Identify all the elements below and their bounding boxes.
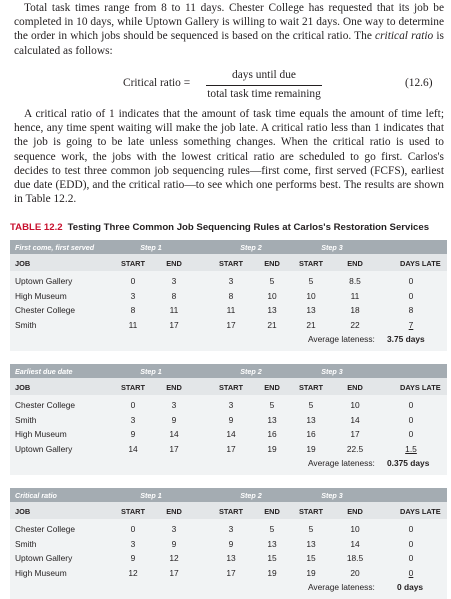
end-value: 11 <box>169 305 179 315</box>
table-title: Testing Three Common Job Sequencing Rules at Carlos's Restoration Services <box>67 222 430 233</box>
step-label: Step 2 <box>240 491 262 500</box>
column-header-start: START <box>120 383 146 392</box>
start-value: 13 <box>306 305 316 315</box>
step-label: Step 1 <box>140 491 162 500</box>
table-row <box>10 538 447 552</box>
start-value: 8 <box>228 290 234 301</box>
step-label: Step 3 <box>321 367 343 376</box>
column-header-start: START <box>218 383 244 392</box>
days-late-value: 0 <box>408 400 414 410</box>
start-value: 5 <box>308 400 314 410</box>
start-value: 9 <box>228 414 234 425</box>
table-row <box>10 552 447 566</box>
table-body <box>10 395 447 475</box>
table-body <box>10 271 447 351</box>
rule-name: Critical ratio <box>15 491 57 500</box>
end-value: 17 <box>169 567 179 578</box>
end-value: 14 <box>350 538 360 549</box>
start-value: 16 <box>306 429 316 439</box>
days-late-value: 0 <box>408 538 414 549</box>
column-header-days-late: DAYS LATE <box>400 259 441 268</box>
column-header-end: END <box>166 507 182 516</box>
start-value: 19 <box>306 567 316 578</box>
column-header-start: START <box>298 259 324 268</box>
table-row <box>10 275 447 289</box>
start-value: 0 <box>130 524 136 534</box>
end-value: 5 <box>269 400 275 410</box>
end-value: 12 <box>169 553 179 563</box>
column-header-row <box>10 254 447 271</box>
average-lateness-label: Average lateness: <box>308 334 375 344</box>
average-lateness-value: 0 days <box>397 582 424 592</box>
end-value: 21 <box>267 319 277 330</box>
start-value: 14 <box>226 429 236 439</box>
rule-header <box>10 488 447 502</box>
rule-section <box>10 364 447 475</box>
start-value: 3 <box>130 414 136 425</box>
column-header-start: START <box>218 259 244 268</box>
column-header-start: START <box>298 383 324 392</box>
column-header-end: END <box>347 507 363 516</box>
job-name: Chester College <box>15 400 76 410</box>
start-value: 21 <box>306 319 316 330</box>
end-value: 3 <box>171 400 177 410</box>
end-value: 13 <box>267 305 277 315</box>
rule-section <box>10 488 447 599</box>
table-body <box>10 519 447 599</box>
column-header-start: START <box>120 507 146 516</box>
column-header-start: START <box>218 507 244 516</box>
end-value: 20 <box>350 567 360 578</box>
start-value: 3 <box>130 538 136 549</box>
end-value: 22.5 <box>346 443 364 454</box>
table-row <box>10 567 447 581</box>
table-caption <box>10 222 429 233</box>
job-name: High Museum <box>15 429 67 439</box>
end-value: 17 <box>169 319 179 330</box>
end-value: 22 <box>350 319 360 330</box>
end-value: 18.5 <box>346 553 364 563</box>
column-header-days-late: DAYS LATE <box>400 383 441 392</box>
step-label: Step 3 <box>321 491 343 500</box>
end-value: 10 <box>350 400 360 410</box>
intro-paragraph <box>14 1 444 58</box>
start-value: 14 <box>128 443 138 454</box>
end-value: 8.5 <box>349 276 361 286</box>
step-label: Step 1 <box>140 243 162 252</box>
job-name: Uptown Gallery <box>15 443 73 454</box>
column-header-end: END <box>347 259 363 268</box>
end-value: 18 <box>350 305 360 315</box>
intro-text-end: is calculated as follows: <box>14 30 444 57</box>
start-value: 17 <box>226 319 236 330</box>
end-value: 5 <box>269 276 275 286</box>
start-value: 13 <box>226 553 236 563</box>
start-value: 5 <box>308 276 314 286</box>
end-value: 9 <box>171 538 177 549</box>
body-paragraph: A critical ratio of 1 indicates that the amount of task time equals the amount of time left; hence, any time spent waiting will make the job late. A critical ratio less than 1 indicates that the job is going to be late unless something changes. When the critical ratio is used to sequence work, the jobs with the lowest critical ratio are scheduled to go first. Carlos's decides to test three common job sequencing rules—first come, first served (FCFS), earliest due date (EDD), and the critical ratio—to see which one performs best. The results are shown in Table 12.2. <box>14 108 444 206</box>
start-value: 15 <box>306 553 316 563</box>
start-value: 3 <box>228 400 234 410</box>
rule-name: First come, first served <box>15 243 95 252</box>
average-lateness-value: 3.75 days <box>387 334 425 344</box>
days-late-value: 0 <box>408 429 414 439</box>
days-late-value: 1.5 <box>405 443 417 454</box>
job-name: Chester College <box>15 524 76 534</box>
table-row <box>10 443 447 457</box>
column-header-job: JOB <box>15 383 31 392</box>
end-value: 13 <box>267 538 277 549</box>
table-row <box>10 523 447 537</box>
average-lateness-label: Average lateness: <box>308 582 375 592</box>
column-header-row <box>10 378 447 395</box>
start-value: 17 <box>226 567 236 578</box>
start-value: 9 <box>130 553 136 563</box>
column-header-end: END <box>264 383 280 392</box>
end-value: 11 <box>350 290 360 301</box>
start-value: 9 <box>130 429 136 439</box>
start-value: 5 <box>308 524 314 534</box>
column-header-end: END <box>347 383 363 392</box>
job-name: Chester College <box>15 305 76 315</box>
start-value: 3 <box>130 290 136 301</box>
start-value: 11 <box>226 305 236 315</box>
table-row <box>10 290 447 304</box>
job-name: High Museum <box>15 290 67 301</box>
start-value: 3 <box>228 524 234 534</box>
equation-label: Critical ratio = <box>123 77 191 89</box>
intro-text: Total task times range from 8 to 11 days. Chester College has requested that its job be completed in 10 days, while Uptown Gallery is willing to wait 21 days. One way to determine the order in which jobs should be sequenced is based on the critical ratio. The <box>14 2 444 43</box>
step-label: Step 2 <box>240 243 262 252</box>
column-header-end: END <box>166 383 182 392</box>
end-value: 5 <box>269 524 275 534</box>
job-name: High Museum <box>15 567 67 578</box>
step-label: Step 2 <box>240 367 262 376</box>
days-late-value: 0 <box>408 414 414 425</box>
column-header-end: END <box>264 507 280 516</box>
days-late-value: 0 <box>408 290 414 301</box>
end-value: 10 <box>267 290 277 301</box>
start-value: 13 <box>306 538 316 549</box>
end-value: 16 <box>267 429 277 439</box>
critical-ratio-equation <box>0 67 451 101</box>
end-value: 14 <box>169 429 179 439</box>
start-value: 10 <box>306 290 316 301</box>
end-value: 13 <box>267 414 277 425</box>
end-value: 3 <box>171 524 177 534</box>
equation-number: (12.6) <box>405 77 433 89</box>
equation-denominator: total task time remaining <box>207 88 321 100</box>
start-value: 13 <box>306 414 316 425</box>
column-header-days-late: DAYS LATE <box>400 507 441 516</box>
column-header-row <box>10 502 447 519</box>
start-value: 0 <box>130 400 136 410</box>
table-row <box>10 304 447 318</box>
start-value: 8 <box>130 305 136 315</box>
start-value: 19 <box>306 443 316 454</box>
end-value: 15 <box>267 553 277 563</box>
table-number: TABLE 12.2 <box>10 222 63 233</box>
job-name: Smith <box>15 414 37 425</box>
start-value: 11 <box>128 319 138 330</box>
start-value: 0 <box>130 276 136 286</box>
rule-section <box>10 240 447 351</box>
end-value: 19 <box>267 567 277 578</box>
start-value: 3 <box>228 276 234 286</box>
column-header-job: JOB <box>15 507 31 516</box>
end-value: 10 <box>350 524 360 534</box>
equation-fraction <box>206 69 322 100</box>
days-late-value: 0 <box>408 567 414 578</box>
rule-name: Earliest due date <box>15 367 73 376</box>
start-value: 12 <box>128 567 138 578</box>
intro-italic-term: critical ratio <box>375 30 434 43</box>
end-value: 19 <box>267 443 277 454</box>
end-value: 17 <box>169 443 179 454</box>
table-row <box>10 428 447 442</box>
job-name: Uptown Gallery <box>15 553 73 563</box>
start-value: 9 <box>228 538 234 549</box>
average-lateness-label: Average lateness: <box>308 458 375 468</box>
column-header-start: START <box>120 259 146 268</box>
days-late-value: 8 <box>408 305 414 315</box>
end-value: 17 <box>350 429 360 439</box>
job-name: Smith <box>15 319 37 330</box>
days-late-value: 7 <box>408 319 414 330</box>
job-name: Uptown Gallery <box>15 276 73 286</box>
end-value: 9 <box>171 414 177 425</box>
rule-header <box>10 364 447 378</box>
days-late-value: 0 <box>408 553 414 563</box>
end-value: 14 <box>350 414 360 425</box>
equation-numerator: days until due <box>232 69 296 81</box>
days-late-value: 0 <box>408 524 414 534</box>
job-name: Smith <box>15 538 37 549</box>
table-row <box>10 319 447 333</box>
column-header-end: END <box>166 259 182 268</box>
column-header-job: JOB <box>15 259 31 268</box>
column-header-start: START <box>298 507 324 516</box>
column-header-end: END <box>264 259 280 268</box>
rule-header <box>10 240 447 254</box>
days-late-value: 0 <box>408 276 414 286</box>
end-value: 3 <box>171 276 177 286</box>
step-label: Step 3 <box>321 243 343 252</box>
table-row <box>10 399 447 413</box>
step-label: Step 1 <box>140 367 162 376</box>
fraction-bar <box>206 85 322 86</box>
average-lateness-value: 0.375 days <box>387 458 430 468</box>
end-value: 8 <box>171 290 177 301</box>
start-value: 17 <box>226 443 236 454</box>
table-row <box>10 414 447 428</box>
